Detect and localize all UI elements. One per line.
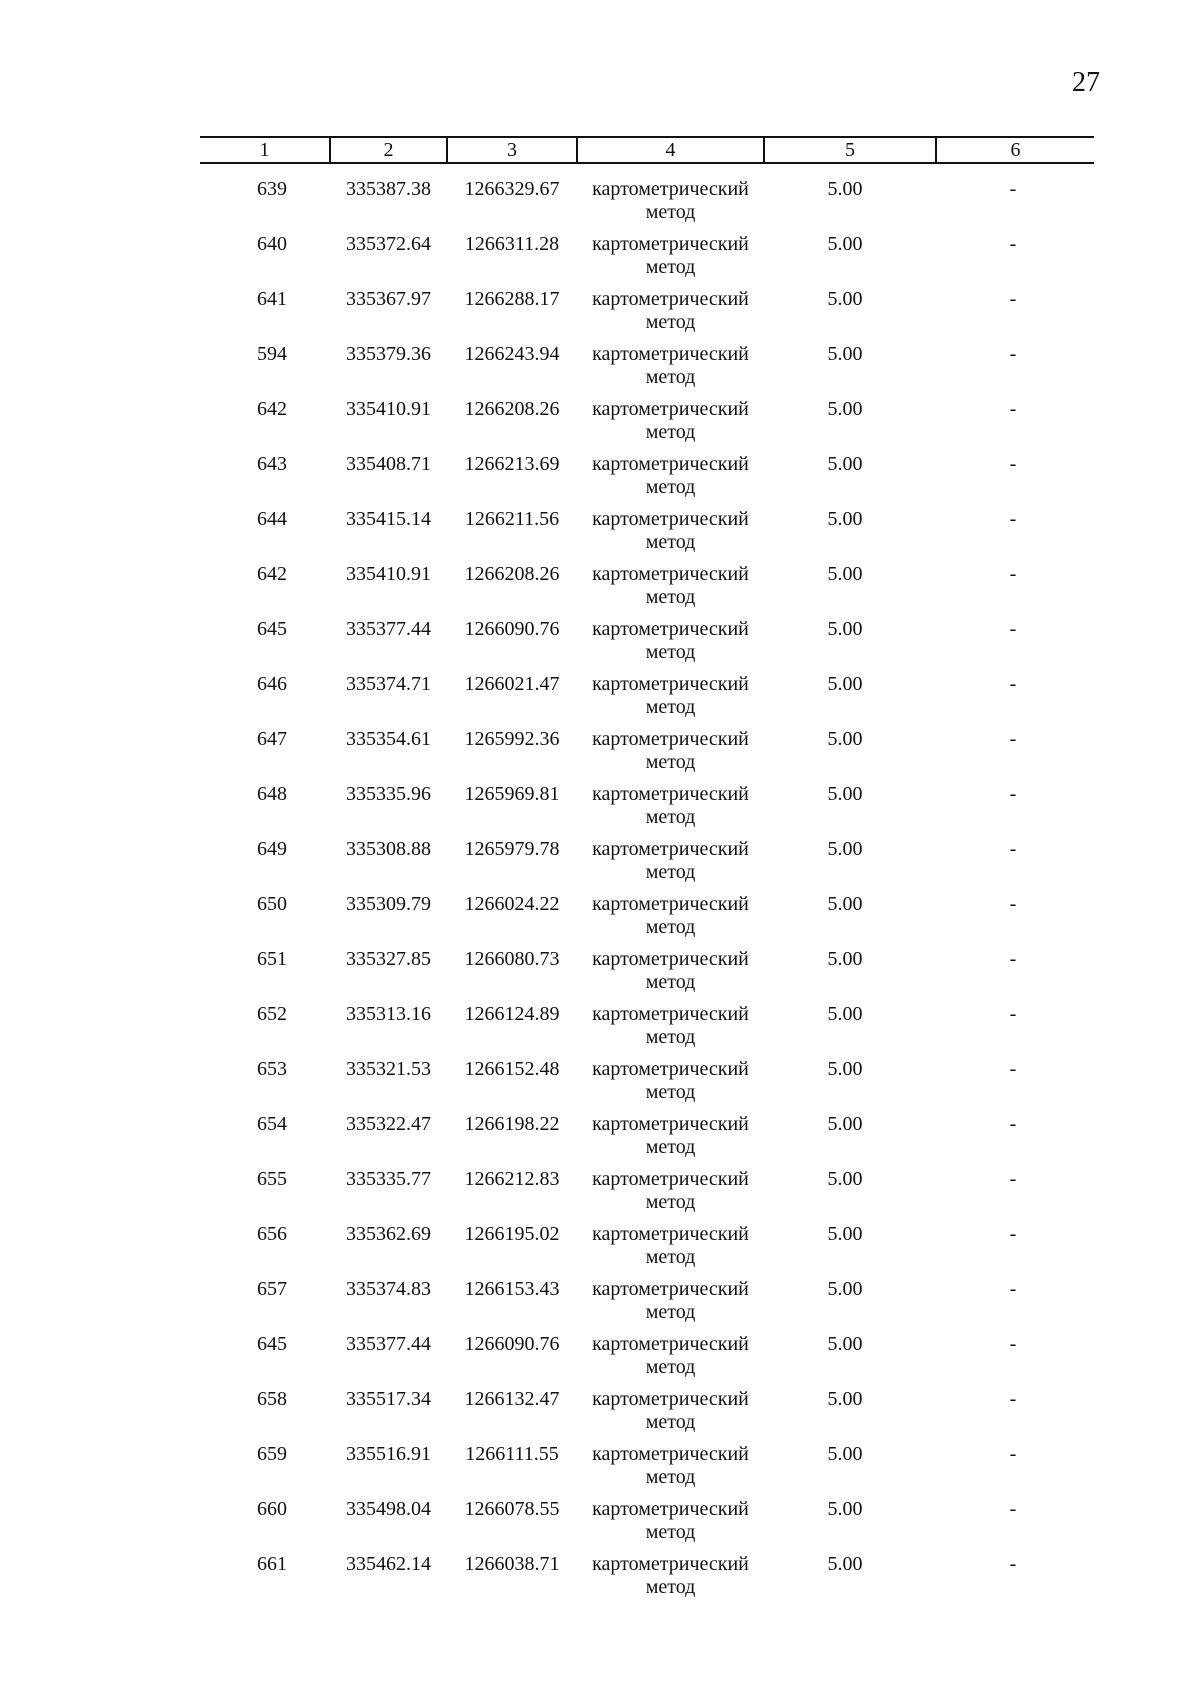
description-cell: - — [1009, 728, 1017, 750]
table-row — [200, 453, 1094, 508]
accuracy-value: 5.00 — [827, 838, 863, 860]
coordinate-x: 335335.77 — [346, 1168, 431, 1190]
coordinate-y: 1265969.81 — [464, 783, 560, 805]
point-number: 657 — [257, 1278, 287, 1300]
coordinate-y: 1266311.28 — [464, 233, 560, 255]
method-line-2: метод — [645, 366, 696, 388]
description-cell: - — [1009, 453, 1017, 475]
column-header-6: 6 — [936, 137, 1094, 163]
method-line-2: метод — [645, 1301, 696, 1323]
coordinate-y: 1265979.78 — [464, 838, 560, 860]
coordinate-y: 1266195.02 — [464, 1223, 560, 1245]
accuracy-value: 5.00 — [827, 618, 863, 640]
method-line-1: картометрический — [592, 1168, 749, 1190]
point-number: 648 — [257, 783, 287, 805]
accuracy-value: 5.00 — [827, 288, 863, 310]
table-row — [200, 1113, 1094, 1168]
table-row — [200, 1333, 1094, 1388]
table-row — [200, 508, 1094, 563]
method-line-1: картометрический — [592, 398, 749, 420]
method-cell — [577, 343, 764, 398]
accuracy-value: 5.00 — [827, 1003, 863, 1025]
accuracy-value: 5.00 — [827, 948, 863, 970]
table-row — [200, 1388, 1094, 1443]
description-cell: - — [1009, 1168, 1017, 1190]
method-line-1: картометрический — [592, 1003, 749, 1025]
coordinate-x: 335410.91 — [346, 398, 431, 420]
method-line-1: картометрический — [592, 1443, 749, 1465]
method-line-2: метод — [645, 311, 696, 333]
coordinates-table — [200, 136, 1094, 1608]
method-line-1: картометрический — [592, 1223, 749, 1245]
method-line-2: метод — [645, 1576, 696, 1598]
description-cell: - — [1009, 1223, 1017, 1245]
accuracy-value: 5.00 — [827, 1278, 863, 1300]
accuracy-value: 5.00 — [827, 343, 863, 365]
method-line-2: метод — [645, 256, 696, 278]
page-number: 27 — [1072, 67, 1100, 98]
description-cell: - — [1009, 563, 1017, 585]
coordinate-y: 1266198.22 — [464, 1113, 560, 1135]
coordinate-x: 335374.71 — [346, 673, 431, 695]
description-cell: - — [1009, 1498, 1017, 1520]
coordinate-x: 335410.91 — [346, 563, 431, 585]
table-row — [200, 728, 1094, 783]
table-row — [200, 288, 1094, 343]
table-row — [200, 1443, 1094, 1498]
table-row — [200, 838, 1094, 893]
method-line-2: метод — [645, 1521, 696, 1543]
point-number: 645 — [257, 1333, 287, 1355]
point-number: 644 — [257, 508, 287, 530]
accuracy-value: 5.00 — [827, 563, 863, 585]
method-cell — [577, 1443, 764, 1498]
method-line-1: картометрический — [592, 508, 749, 530]
column-header-2: 2 — [330, 137, 447, 163]
method-line-1: картометрический — [592, 893, 749, 915]
accuracy-value: 5.00 — [827, 1058, 863, 1080]
method-line-2: метод — [645, 1356, 696, 1378]
description-cell: - — [1009, 618, 1017, 640]
coordinate-y: 1266111.55 — [465, 1443, 559, 1465]
coordinate-x: 335516.91 — [346, 1443, 431, 1465]
coordinate-y: 1266213.69 — [464, 453, 560, 475]
method-cell — [577, 288, 764, 343]
coordinate-x: 335354.61 — [346, 728, 431, 750]
coordinate-x: 335313.16 — [346, 1003, 431, 1025]
coordinate-x: 335335.96 — [346, 783, 431, 805]
table-row — [200, 783, 1094, 838]
coordinate-y: 1266208.26 — [464, 563, 560, 585]
coordinate-y: 1266152.48 — [464, 1058, 560, 1080]
point-number: 594 — [257, 343, 287, 365]
description-cell: - — [1009, 1278, 1017, 1300]
method-line-1: картометрический — [592, 728, 749, 750]
description-cell: - — [1009, 288, 1017, 310]
accuracy-value: 5.00 — [827, 1388, 863, 1410]
method-line-2: метод — [645, 971, 696, 993]
method-line-1: картометрический — [592, 948, 749, 970]
description-cell: - — [1009, 1388, 1017, 1410]
coordinate-y: 1266243.94 — [464, 343, 560, 365]
point-number: 643 — [257, 453, 287, 475]
method-line-2: метод — [645, 1191, 696, 1213]
coordinate-x: 335377.44 — [346, 618, 431, 640]
method-cell — [577, 563, 764, 618]
description-cell: - — [1009, 233, 1017, 255]
point-number: 651 — [257, 948, 287, 970]
point-number: 656 — [257, 1223, 287, 1245]
method-cell — [577, 673, 764, 728]
table-row — [200, 233, 1094, 288]
method-cell — [577, 163, 764, 233]
coordinate-x: 335308.88 — [346, 838, 431, 860]
method-line-2: метод — [645, 861, 696, 883]
table-row — [200, 1278, 1094, 1333]
method-line-2: метод — [645, 696, 696, 718]
coordinate-x: 335408.71 — [346, 453, 431, 475]
column-header-3: 3 — [447, 137, 577, 163]
coordinate-x: 335327.85 — [346, 948, 431, 970]
coordinate-x: 335415.14 — [346, 508, 431, 530]
point-number: 642 — [257, 563, 287, 585]
method-cell — [577, 1333, 764, 1388]
coordinate-y: 1266153.43 — [464, 1278, 560, 1300]
table-row — [200, 1498, 1094, 1553]
description-cell: - — [1009, 178, 1017, 200]
accuracy-value: 5.00 — [827, 1113, 863, 1135]
point-number: 646 — [257, 673, 287, 695]
method-line-2: метод — [645, 806, 696, 828]
coordinate-y: 1266038.71 — [464, 1553, 560, 1575]
method-line-1: картометрический — [592, 563, 749, 585]
method-line-1: картометрический — [592, 1278, 749, 1300]
accuracy-value: 5.00 — [827, 453, 863, 475]
method-cell — [577, 838, 764, 893]
point-number: 639 — [257, 178, 287, 200]
coordinate-y: 1266329.67 — [464, 178, 560, 200]
coordinate-x: 335498.04 — [346, 1498, 431, 1520]
coordinate-y: 1266090.76 — [464, 1333, 560, 1355]
method-line-1: картометрический — [592, 1498, 749, 1520]
method-cell — [577, 728, 764, 783]
table-row — [200, 563, 1094, 618]
method-cell — [577, 398, 764, 453]
method-line-1: картометрический — [592, 838, 749, 860]
method-line-1: картометрический — [592, 1333, 749, 1355]
table-row — [200, 673, 1094, 728]
point-number: 642 — [257, 398, 287, 420]
description-cell: - — [1009, 1003, 1017, 1025]
table-row — [200, 1168, 1094, 1223]
method-cell — [577, 618, 764, 673]
accuracy-value: 5.00 — [827, 1168, 863, 1190]
point-number: 659 — [257, 1443, 287, 1465]
method-line-2: метод — [645, 1081, 696, 1103]
method-line-2: метод — [645, 916, 696, 938]
method-cell — [577, 1498, 764, 1553]
accuracy-value: 5.00 — [827, 893, 863, 915]
description-cell: - — [1009, 1553, 1017, 1575]
description-cell: - — [1009, 673, 1017, 695]
table-row — [200, 398, 1094, 453]
table-row — [200, 618, 1094, 673]
method-line-2: метод — [645, 1466, 696, 1488]
coordinate-y: 1266211.56 — [464, 508, 560, 530]
column-header-4: 4 — [577, 137, 764, 163]
method-line-1: картометрический — [592, 673, 749, 695]
table-header-row — [200, 137, 1094, 163]
method-cell — [577, 783, 764, 838]
method-line-2: метод — [645, 201, 696, 223]
method-line-1: картометрический — [592, 1388, 749, 1410]
method-cell — [577, 1003, 764, 1058]
method-cell — [577, 893, 764, 948]
accuracy-value: 5.00 — [827, 1553, 863, 1575]
coordinate-y: 1265992.36 — [464, 728, 560, 750]
method-line-1: картометрический — [592, 288, 749, 310]
point-number: 658 — [257, 1388, 287, 1410]
method-line-1: картометрический — [592, 343, 749, 365]
accuracy-value: 5.00 — [827, 233, 863, 255]
accuracy-value: 5.00 — [827, 178, 863, 200]
method-cell — [577, 453, 764, 508]
method-line-1: картометрический — [592, 233, 749, 255]
method-line-2: метод — [645, 1411, 696, 1433]
table-body — [200, 163, 1094, 1608]
table-row — [200, 343, 1094, 398]
coordinate-x: 335367.97 — [346, 288, 431, 310]
method-line-2: метод — [645, 531, 696, 553]
method-cell — [577, 1278, 764, 1333]
method-line-1: картометрический — [592, 618, 749, 640]
coordinate-y: 1266078.55 — [464, 1498, 560, 1520]
method-line-2: метод — [645, 476, 696, 498]
method-cell — [577, 1388, 764, 1443]
coordinate-x: 335309.79 — [346, 893, 431, 915]
accuracy-value: 5.00 — [827, 398, 863, 420]
point-number: 645 — [257, 618, 287, 640]
point-number: 641 — [257, 288, 287, 310]
accuracy-value: 5.00 — [827, 1223, 863, 1245]
coordinate-x: 335379.36 — [346, 343, 431, 365]
description-cell: - — [1009, 948, 1017, 970]
method-cell — [577, 1058, 764, 1113]
accuracy-value: 5.00 — [827, 728, 863, 750]
description-cell: - — [1009, 893, 1017, 915]
method-line-2: метод — [645, 641, 696, 663]
description-cell: - — [1009, 1333, 1017, 1355]
coordinate-y: 1266090.76 — [464, 618, 560, 640]
description-cell: - — [1009, 343, 1017, 365]
accuracy-value: 5.00 — [827, 1333, 863, 1355]
method-cell — [577, 1223, 764, 1278]
table-row — [200, 1553, 1094, 1608]
point-number: 653 — [257, 1058, 287, 1080]
coordinate-x: 335322.47 — [346, 1113, 431, 1135]
coordinate-x: 335321.53 — [346, 1058, 431, 1080]
coordinate-y: 1266080.73 — [464, 948, 560, 970]
description-cell: - — [1009, 783, 1017, 805]
coordinate-x: 335374.83 — [346, 1278, 431, 1300]
method-line-1: картометрический — [592, 1113, 749, 1135]
method-cell — [577, 1168, 764, 1223]
point-number: 649 — [257, 838, 287, 860]
coordinate-y: 1266124.89 — [464, 1003, 560, 1025]
point-number: 655 — [257, 1168, 287, 1190]
description-cell: - — [1009, 1058, 1017, 1080]
coordinate-x: 335387.38 — [346, 178, 431, 200]
point-number: 660 — [257, 1498, 287, 1520]
method-line-1: картометрический — [592, 1553, 749, 1575]
method-line-2: метод — [645, 1026, 696, 1048]
method-line-1: картометрический — [592, 1058, 749, 1080]
column-header-5: 5 — [764, 137, 936, 163]
method-line-1: картометрический — [592, 178, 749, 200]
accuracy-value: 5.00 — [827, 783, 863, 805]
description-cell: - — [1009, 1443, 1017, 1465]
coordinate-x: 335377.44 — [346, 1333, 431, 1355]
point-number: 654 — [257, 1113, 287, 1135]
table-row — [200, 948, 1094, 1003]
table-row — [200, 163, 1094, 233]
method-line-2: метод — [645, 751, 696, 773]
method-line-1: картометрический — [592, 453, 749, 475]
description-cell: - — [1009, 1113, 1017, 1135]
method-cell — [577, 233, 764, 288]
point-number: 661 — [257, 1553, 287, 1575]
coordinate-x: 335517.34 — [346, 1388, 431, 1410]
description-cell: - — [1009, 398, 1017, 420]
coordinate-y: 1266208.26 — [464, 398, 560, 420]
method-line-2: метод — [645, 586, 696, 608]
coordinate-x: 335462.14 — [346, 1553, 431, 1575]
accuracy-value: 5.00 — [827, 1498, 863, 1520]
description-cell: - — [1009, 508, 1017, 530]
coordinate-y: 1266288.17 — [464, 288, 560, 310]
coordinate-y: 1266132.47 — [464, 1388, 560, 1410]
coordinate-y: 1266212.83 — [464, 1168, 560, 1190]
table-row — [200, 1223, 1094, 1278]
method-line-1: картометрический — [592, 783, 749, 805]
method-cell — [577, 1553, 764, 1608]
column-header-1: 1 — [200, 137, 330, 163]
method-line-2: метод — [645, 1136, 696, 1158]
point-number: 650 — [257, 893, 287, 915]
description-cell: - — [1009, 838, 1017, 860]
method-cell — [577, 948, 764, 1003]
method-cell — [577, 1113, 764, 1168]
table-row — [200, 1003, 1094, 1058]
coordinate-x: 335362.69 — [346, 1223, 431, 1245]
method-line-2: метод — [645, 1246, 696, 1268]
coordinate-y: 1266024.22 — [464, 893, 560, 915]
accuracy-value: 5.00 — [827, 1443, 863, 1465]
table-row — [200, 893, 1094, 948]
point-number: 652 — [257, 1003, 287, 1025]
point-number: 647 — [257, 728, 287, 750]
method-cell — [577, 508, 764, 563]
point-number: 640 — [257, 233, 287, 255]
coordinate-x: 335372.64 — [346, 233, 431, 255]
method-line-2: метод — [645, 421, 696, 443]
accuracy-value: 5.00 — [827, 673, 863, 695]
table-row — [200, 1058, 1094, 1113]
accuracy-value: 5.00 — [827, 508, 863, 530]
coordinate-y: 1266021.47 — [464, 673, 560, 695]
